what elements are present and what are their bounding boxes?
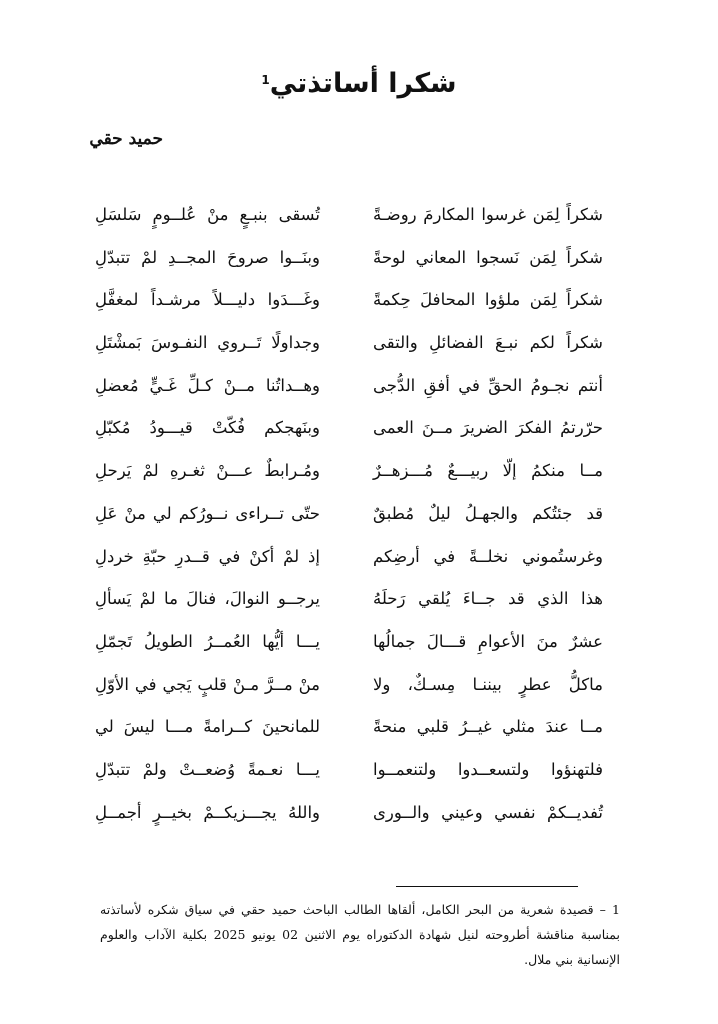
verse-line <box>0 324 718 367</box>
first-hemistich: تُفديــكمْ نفسي وعيني والــورى <box>373 802 603 822</box>
verse-line <box>0 751 718 794</box>
author-name: حميد حقي <box>89 129 163 149</box>
verse-line <box>0 452 718 495</box>
second-hemistich: وغَـــدَوا دليـــلاً مرشـداً لمغفَّلِ <box>95 290 320 310</box>
second-hemistich: للمانحينَ كــرامةً مـــا ليسَ لي <box>95 717 320 737</box>
footnote-separator <box>396 886 578 887</box>
second-hemistich: حتّى تــراءى نــورُكم لي منْ عَلِ <box>95 503 320 523</box>
first-hemistich: شكراً لكم نبـعَ الفضائلِ والتقى <box>373 333 603 353</box>
verse-line <box>0 708 718 751</box>
footnote-reference[interactable]: 1 <box>261 73 270 87</box>
second-hemistich: يـــا نعـمةً وُضعــتْ ولمْ تتبدّلِ <box>95 759 320 779</box>
second-hemistich: يـــا أيُّها العُمــرُ الطويلُ تَجمّلِ <box>95 631 320 651</box>
first-hemistich: شكراً لِمَن غرسوا المكارمَ روضـةً <box>373 205 603 224</box>
second-hemistich: وبنَــوا صروحَ المجــدِ لمْ تتبدّلِ <box>95 247 320 267</box>
verse-line <box>0 281 718 324</box>
first-hemistich: شكراً لِمَن ملؤوا المحافلَ حِكمةً <box>373 290 603 310</box>
poem-title <box>0 62 718 106</box>
verse-line <box>0 239 718 282</box>
second-hemistich: منْ مــرَّ مـنْ قلبٍ يَجي في الأوّلِ <box>95 674 320 694</box>
second-hemistich: واللهُ يجـــزيكــمْ بخيــرٍ أجمــلِ <box>95 802 320 822</box>
first-hemistich: مــا منكمُ إلّا ربيـــعٌ مُـــزهــرٌ <box>373 461 603 481</box>
first-hemistich: ماكلُّ عطرٍ بيننـا مِسـكٌ، ولا <box>373 674 603 694</box>
first-hemistich: أنتم نجـومُ الحقِّ في أفقِ الدُّجى <box>373 375 603 395</box>
poem-body <box>0 196 718 836</box>
footnote <box>100 897 620 972</box>
first-hemistich: مــا عندَ مثلي غيــرُ قلبي منحةً <box>373 717 603 737</box>
second-hemistich: ومُـرابطٌ عـــنْ ثغـرهِ لمْ يَرحلِ <box>95 461 320 481</box>
verse-line <box>0 538 718 581</box>
first-hemistich: عشرٌ منَ الأعوامِ قـــالَ جمالُها <box>373 631 603 651</box>
second-hemistich: تُسقى بنبـعٍ منْ عُلــومٍ سَلسَلِ <box>95 205 320 224</box>
first-hemistich: فلتهنؤوا ولتسعــدوا ولتنعمــوا <box>373 759 603 779</box>
verse-line <box>0 495 718 538</box>
verse-line <box>0 580 718 623</box>
first-hemistich: هذا الذي قد جــاءَ يُلقي رَحلَهُ <box>373 589 603 609</box>
verse-line <box>0 794 718 837</box>
second-hemistich: إذ لمْ أكنْ في قــدرِ حبّةِ خردلِ <box>95 546 320 566</box>
first-hemistich: وغرستُموني نخلــةً في أرضِكم <box>373 546 603 566</box>
footnote-number: 1 <box>612 902 620 917</box>
verse-line <box>0 409 718 452</box>
second-hemistich: وجداولًا تَــروي النفـوسَ بَمشْتَلِ <box>95 333 320 353</box>
poem-title-text: شكرا أساتذتي <box>269 68 457 99</box>
first-hemistich: شكراً لِمَن نَسجوا المعاني لوحةً <box>373 247 603 267</box>
footnote-text: – قصيدة شعرية من البحر الكامل، ألقاها الطالب الباحث حميد حقي في سياق شكره لأساتذته بمناسبة مناقشة أطروحته لنيل شهادة الدكتوراه يوم الاثنين 02 يونيو 2025 بكلية الآداب والعلوم الإنسانية بني ملال. <box>100 902 620 967</box>
verse-line <box>0 666 718 709</box>
first-hemistich: قد جئتُكم والجهـلُ ليلٌ مُطبقٌ <box>373 503 603 523</box>
second-hemistich: يرجــو النوالَ، فنالَ ما لمْ يَسألِ <box>95 589 320 609</box>
verse-line <box>0 196 718 239</box>
second-hemistich: وبنَهجكم فُكّتْ قيـــودُ مُكبّلِ <box>95 418 320 438</box>
first-hemistich: حرّرتمُ الفكرَ الضريرَ مــنَ العمى <box>373 418 603 438</box>
verse-line <box>0 623 718 666</box>
second-hemistich: وهــداتُنا مــنْ كـلِّ غَـيٍّ مُعضلِ <box>95 375 320 395</box>
verse-line <box>0 367 718 410</box>
